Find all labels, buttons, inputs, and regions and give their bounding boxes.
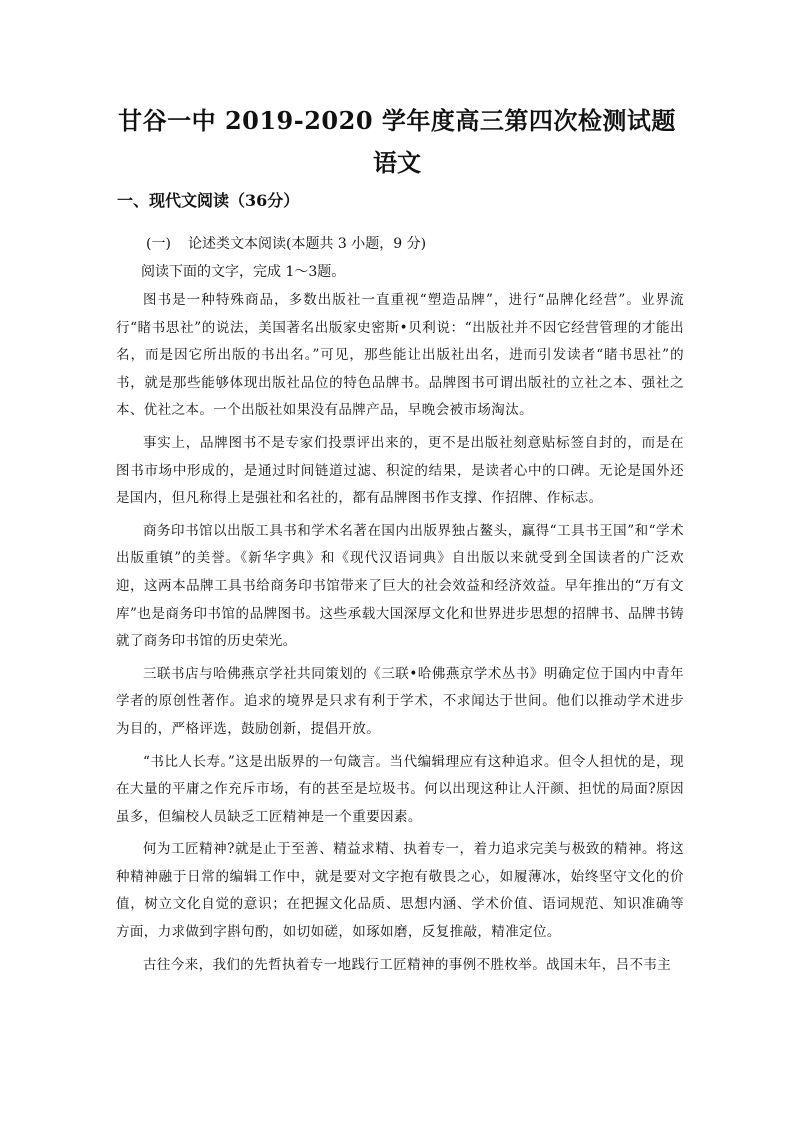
exam-title: 甘谷一中 2019-2020 学年度高三第四次检测试题 xyxy=(118,106,676,135)
reading-instruction: 阅读下面的文字，完成 1～3题。 xyxy=(141,264,346,280)
passage-paragraph: 图书是一种特殊商品，多数出版社一直重视“塑造品牌”，进行“品牌化经营”。业界流行“睹书思社”的说法，美国著名出版家史密斯•贝利说：“出版社并不因它经营管理的才能出名，而是因它所出版的书出名。”可见，那些能让出版社出名，进而引发读者“睹书思社”的书，就是那些能够体现出版社品位的特色品牌书。品牌图书可谓出版社的立社之本、强社之本、优社之本。一个出版社如果没有品牌产品，早晚会被市场淘汰。 xyxy=(116,292,684,419)
passage-paragraph: “书比人长寿。”这是出版界的一句箴言。当代编辑理应有这种追求。但令人担忧的是，现在大量的平庸之作充斥市场，有的甚至是垃圾书。何以出现这种让人汗颜、担忧的局面?原因虽多，但编校人员缺乏工匠精神是一个重要因素。 xyxy=(116,753,684,825)
passage-paragraph: 何为工匠精神?就是止于至善、精益求精、执着专一，着力追求完美与极致的精神。将这种精神融于日常的编辑工作中，就是要对文字抱有敬畏之心，如履薄冰，始终坚守文化的价值，树立文化自觉的意识；在把握文化品质、思想内涵、学术价值、语词规范、知识准确等方面，力求做到字斟句酌，如切如磋，如琢如磨，反复推敲，精准定位。 xyxy=(116,841,684,941)
passage-paragraph: 古往今来，我们的先哲执着专一地践行工匠精神的事例不胜枚举。战国末年，吕不韦主 xyxy=(143,956,672,973)
subject-title: 语文 xyxy=(373,148,421,177)
subsection-number: (一) xyxy=(146,236,171,252)
passage-paragraph: 事实上，品牌图书不是专家们投票评出来的，更不是出版社刻意贴标签自封的，而是在图书市场中形成的，是通过时间链道过滤、积淀的结果，是读者心中的口碑。无论是国外还是国内，但凡称得上是强社和名社的，都有品牌图书作支撑、作招牌、作标志。 xyxy=(116,434,684,507)
passage-body xyxy=(116,287,684,984)
subsection-label: 论述类文本阅读(本题共 3 小题，9 分) xyxy=(188,236,427,252)
section-heading: 一、现代文阅读（36分） xyxy=(117,191,300,210)
passage-paragraph: 三联书店与哈佛燕京学社共同策划的《三联•哈佛燕京学术丛书》明确定位于国内中青年学者的原创性著作。追求的境界是只求有利于学术，不求闻达于世间。他们以推动学术进步为目的，严格评选，鼓励创新，提倡开放。 xyxy=(116,665,684,737)
passage-paragraph: 商务印书馆以出版工具书和学术名著在国内出版界独占鳌头，赢得“工具书王国”和“学术出版重镇”的美誉。《新华字典》和《现代汉语词典》自出版以来就受到全国读者的广泛欢迎，这两本品牌工具书给商务印书馆带来了巨大的社会效益和经济效益。早年推出的“万有文库”也是商务印书馆的品牌图书。这些承载大国深厚文化和世界进步思想的招牌书、品牌书铸就了商务印书馆的历史荣光。 xyxy=(116,522,684,650)
subsection-heading xyxy=(146,233,426,253)
